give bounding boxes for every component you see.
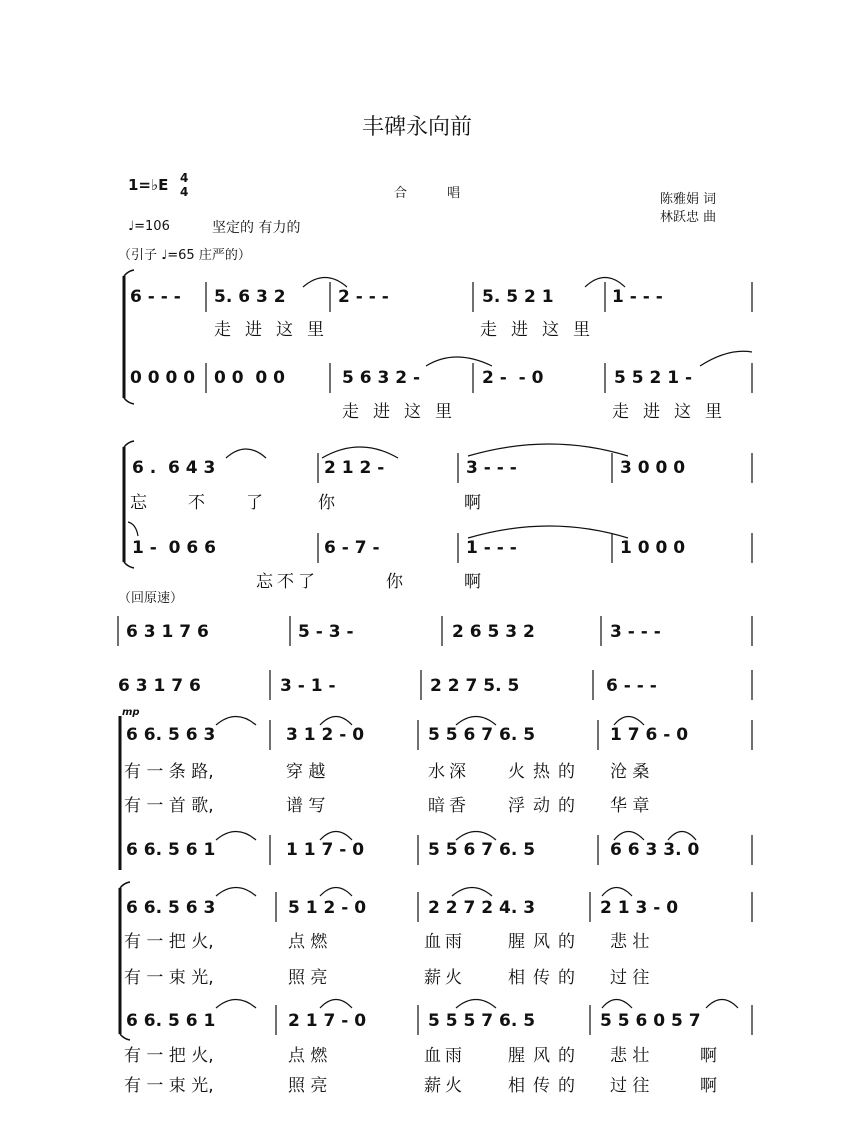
lyrics-s5-v1-1: 有 一 条 路, — [124, 762, 214, 782]
notes-s4-m4: 6 - - - — [606, 676, 657, 696]
notes-s1-upper-m4: 5. 5 2 1 — [482, 287, 554, 307]
notes-s5-upper-m4: 1 7 6 - 0 — [610, 725, 689, 745]
notes-s6-upper-m1: 6 6. 5 6 3 — [126, 898, 216, 918]
intro-marking: （引子 ♩=65 庄严的） — [118, 248, 251, 263]
notes-s3-m2: 5 - 3 - — [298, 622, 354, 642]
notes-s5-lower-m2: 1 1 7 - 0 — [286, 840, 365, 860]
notes-s2-lower-m3: 1 - - - — [466, 538, 517, 558]
lyricist-credit: 陈雅娟 词 — [660, 192, 717, 207]
notes-s2-upper-m2: 2 1 2 - — [324, 458, 385, 478]
lyrics-s5-v2-1: 有 一 首 歌, — [124, 796, 214, 816]
lyrics-s5-v1-2: 穿 越 — [286, 762, 326, 782]
lyrics-s6-v2-2: 照 亮 — [288, 968, 328, 988]
lyrics-s5-v2-5: 华 章 — [610, 796, 650, 816]
lyrics-s6-lower-v1-5: 悲 壮 — [610, 1046, 650, 1066]
notes-s1-upper-m2: 5. 6 3 2 — [214, 287, 286, 307]
lyrics-s2-lower-1: 忘不了 — [256, 572, 319, 592]
lyrics-s1-upper-1: 走进这里 — [214, 320, 338, 340]
lyrics-s6-lower-v2-5: 过 往 — [610, 1076, 650, 1096]
lyrics-s6-v2-3: 薪火 — [424, 968, 466, 988]
lyrics-s6-lower-v2-1: 有 一 束 光, — [124, 1076, 214, 1096]
notes-s5-upper-m2: 3 1 2 - 0 — [286, 725, 365, 745]
lyrics-s6-lower-v2-2: 照 亮 — [288, 1076, 328, 1096]
notes-s3-m4: 3 - - - — [610, 622, 661, 642]
notes-s6-lower-m3: 5 5 5 7 6. 5 — [428, 1011, 536, 1031]
notes-s1-upper-m1: 6 - - - — [130, 287, 181, 307]
lyrics-s6-lower-v1-1: 有 一 把 火, — [124, 1046, 214, 1066]
lyrics-s6-lower-v2-3: 薪火 — [424, 1076, 466, 1096]
lyrics-s2-upper-5: 啊 — [464, 493, 481, 513]
notes-s1-lower-m1: 0 0 0 0 — [130, 368, 196, 388]
notes-s6-lower-m4: 5 5 6 0 5 7 — [600, 1011, 701, 1031]
notes-s3-m3: 2 6 5 3 2 — [452, 622, 535, 642]
return-tempo-marking: （回原速） — [118, 591, 184, 606]
notes-s2-upper-m4: 3 0 0 0 — [620, 458, 686, 478]
lyrics-s6-lower-v1-6: 啊 — [700, 1046, 717, 1066]
lyrics-s6-v1-1: 有 一 把 火, — [124, 932, 214, 952]
notes-s6-lower-m2: 2 1 7 - 0 — [288, 1011, 367, 1031]
notes-s1-upper-m5: 1 - - - — [612, 287, 663, 307]
lyrics-s6-v1-2: 点 燃 — [288, 932, 328, 952]
notes-s5-upper-m3: 5 5 6 7 6. 5 — [428, 725, 536, 745]
notes-s4-m2: 3 - 1 - — [280, 676, 336, 696]
notes-s4-m3: 2 2 7 5. 5 — [430, 676, 520, 696]
notes-s6-upper-m3: 2 2 7 2 4. 3 — [428, 898, 536, 918]
lyrics-s2-upper-2: 不 — [188, 493, 205, 513]
key-signature: 1=♭E — [128, 176, 169, 194]
lyrics-s5-v1-4: 火热的 — [508, 762, 583, 782]
lyrics-s2-upper-3: 了 — [246, 493, 263, 513]
lyrics-s6-v2-4: 相传的 — [508, 968, 583, 988]
notes-s5-lower-m1: 6 6. 5 6 1 — [126, 840, 216, 860]
lyrics-s6-v1-3: 血雨 — [424, 932, 466, 952]
lyrics-s1-lower-1: 走进这里 — [342, 402, 466, 422]
lyrics-s1-lower-2: 走进这里 — [612, 402, 736, 422]
lyrics-s6-v2-1: 有 一 束 光, — [124, 968, 214, 988]
lyrics-s2-upper-1: 忘 — [130, 493, 147, 513]
lyrics-s5-v1-3: 水深 — [428, 762, 470, 782]
time-signature-top: 4 — [180, 171, 189, 185]
lyrics-s6-v1-5: 悲 壮 — [610, 932, 650, 952]
composer-credit: 林跃忠 曲 — [660, 210, 717, 225]
lyrics-s6-lower-v1-4: 腥风的 — [508, 1046, 583, 1066]
lyrics-s2-lower-3: 啊 — [464, 572, 481, 592]
tempo-marking: ♩=106 — [128, 219, 170, 234]
notes-s3-m1: 6 3 1 7 6 — [126, 622, 209, 642]
notes-s5-lower-m3: 5 5 6 7 6. 5 — [428, 840, 536, 860]
notes-s5-lower-m4: 6 6 3 3. 0 — [610, 840, 700, 860]
notes-s6-lower-m1: 6 6. 5 6 1 — [126, 1011, 216, 1031]
notes-s1-lower-m5: 5 5 2 1 - — [614, 368, 693, 388]
notes-s6-upper-m2: 5 1 2 - 0 — [288, 898, 367, 918]
lyrics-s5-v1-5: 沧 桑 — [610, 762, 650, 782]
notes-s6-upper-m4: 2 1 3 - 0 — [600, 898, 679, 918]
lyrics-s6-lower-v1-3: 血雨 — [424, 1046, 466, 1066]
lyrics-s6-lower-v2-4: 相传的 — [508, 1076, 583, 1096]
notes-s4-m1: 6 3 1 7 6 — [118, 676, 201, 696]
notes-s2-upper-m1: 6 . 6 4 3 — [132, 458, 216, 478]
notes-s2-upper-m3: 3 - - - — [466, 458, 517, 478]
notes-s5-upper-m1: 6 6. 5 6 3 — [126, 725, 216, 745]
time-signature-bottom: 4 — [180, 185, 189, 199]
expression-marking: 坚定的 有力的 — [212, 220, 301, 236]
lyrics-s2-upper-4: 你 — [318, 493, 335, 513]
notes-s1-lower-m4: 2 - - 0 — [482, 368, 544, 388]
lyrics-s6-lower-v1-2: 点 燃 — [288, 1046, 328, 1066]
form-label: 合 唱 — [394, 186, 479, 201]
lyrics-s5-v2-2: 谱 写 — [286, 796, 326, 816]
lyrics-s6-lower-v2-6: 啊 — [700, 1076, 717, 1096]
lyrics-s6-v2-5: 过 往 — [610, 968, 650, 988]
notes-s1-upper-m3: 2 - - - — [338, 287, 389, 307]
notes-s1-lower-m2: 0 0 0 0 — [214, 368, 285, 388]
notes-s1-lower-m3: 5 6 3 2 - — [342, 368, 421, 388]
lyrics-s2-lower-2: 你 — [386, 572, 403, 592]
notes-s2-lower-m1: 1 - 0 6 6 — [132, 538, 216, 558]
page-title: 丰碑永向前 — [362, 115, 473, 140]
lyrics-s5-v2-4: 浮动的 — [508, 796, 583, 816]
lyrics-s6-v1-4: 腥风的 — [508, 932, 583, 952]
lyrics-s1-upper-2: 走进这里 — [480, 320, 604, 340]
lyrics-s5-v2-3: 暗香 — [428, 796, 470, 816]
notes-s2-lower-m4: 1 0 0 0 — [620, 538, 686, 558]
dynamic-marking: mp — [122, 707, 140, 718]
notes-s2-lower-m2: 6 - 7 - — [324, 538, 380, 558]
